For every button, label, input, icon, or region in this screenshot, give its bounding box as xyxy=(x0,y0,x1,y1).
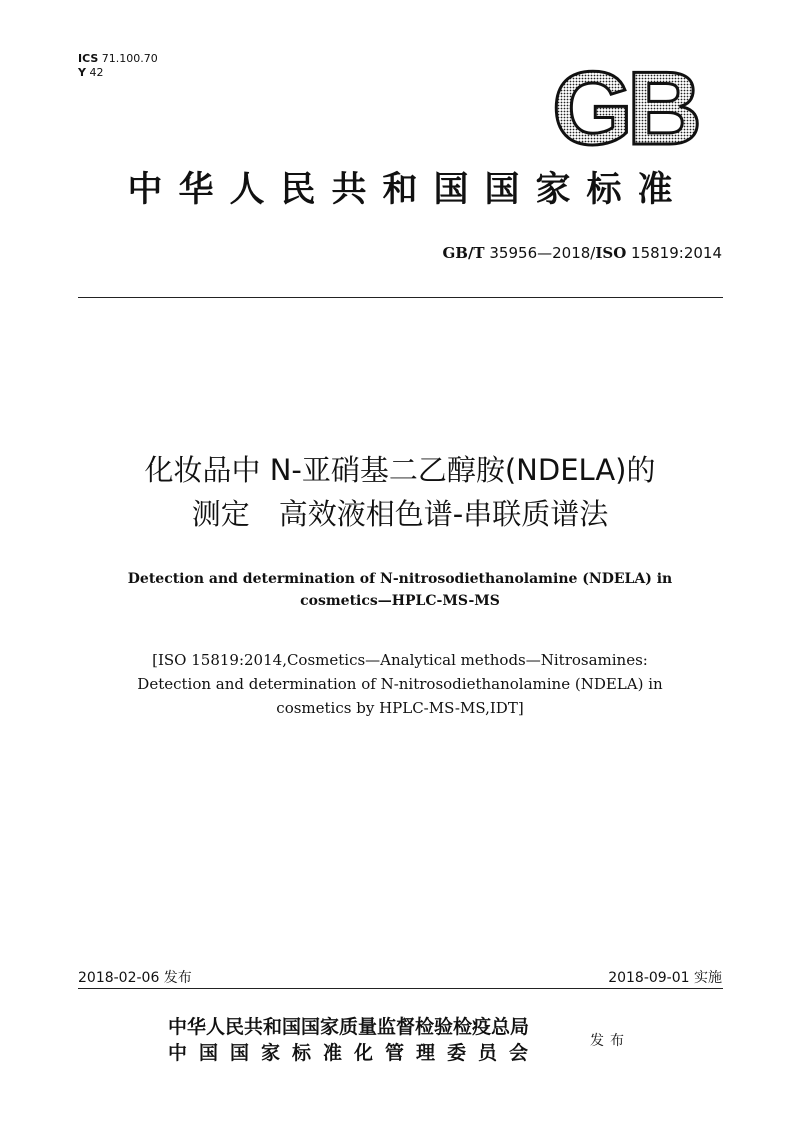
classification-codes xyxy=(78,52,158,80)
iso-prefix: ISO xyxy=(595,244,627,262)
issue-label: 发布 xyxy=(590,1033,630,1049)
chinese-title xyxy=(0,448,800,536)
iso-reference-line-3: cosmetics by HPLC-MS-MS,IDT] xyxy=(276,699,524,717)
chinese-title-line-1: 化妆品中 N-亚硝基二乙醇胺(NDELA)的 xyxy=(144,453,656,487)
gb-code: 35956—2018/ xyxy=(489,244,596,262)
english-title xyxy=(60,568,740,612)
ccs-label: Y xyxy=(78,66,86,79)
publication-date: 2018-02-06 发布 xyxy=(78,970,192,986)
gb-logo xyxy=(524,62,724,152)
issuing-authorities xyxy=(168,1014,540,1066)
ics-code: 71.100.70 xyxy=(101,52,158,65)
issuer-sac: 中国国家标准化管理委员会 xyxy=(168,1042,541,1064)
iso-code: 15819:2014 xyxy=(631,244,722,262)
standard-number xyxy=(442,244,722,262)
gb-prefix: GB/T xyxy=(442,244,485,262)
iso-reference-line-2: Detection and determination of N-nitrosodiethanolamine (NDELA) in xyxy=(137,675,663,693)
gb-logo-text: GB xyxy=(552,62,696,152)
ccs-code-line xyxy=(78,66,158,80)
ccs-code: 42 xyxy=(89,66,104,79)
english-title-line-2: cosmetics—HPLC-MS-MS xyxy=(300,593,500,609)
chinese-title-line-2: 测定 高效液相色谱-串联质谱法 xyxy=(191,497,609,531)
implementation-date: 2018-09-01 实施 xyxy=(608,970,722,986)
ics-code-line xyxy=(78,52,158,66)
bottom-divider xyxy=(78,988,723,989)
national-standard-title: 中华人民共和国国家标准 xyxy=(127,169,689,210)
ics-label: ICS xyxy=(78,52,99,65)
iso-reference-line-1: [ISO 15819:2014,Cosmetics—Analytical methods—Nitrosamines: xyxy=(152,651,648,669)
english-title-line-1: Detection and determination of N-nitrosodiethanolamine (NDELA) in xyxy=(127,571,673,587)
iso-equivalence-reference xyxy=(60,648,740,720)
top-divider xyxy=(78,297,723,298)
issuer-aqsiq: 中华人民共和国国家质量监督检验检疫总局 xyxy=(168,1016,530,1038)
